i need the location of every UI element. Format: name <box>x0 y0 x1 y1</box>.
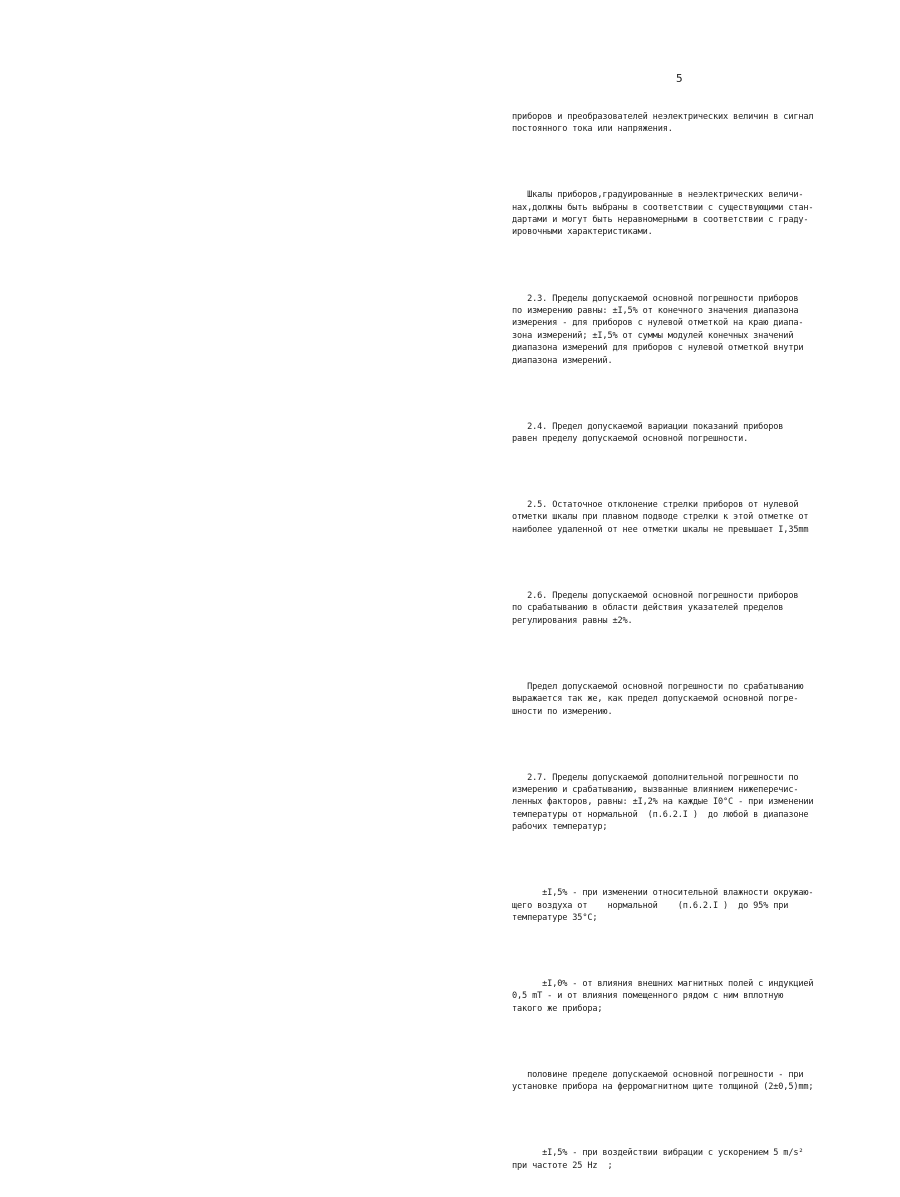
paragraph-2-5: 2.5. Остаточное отклонение стрелки приборов от нулевой отметки шкалы при плавном подводе стрелки к этой отметке от наиболее удаленной от нее отметки шкалы не превышает I,35mm <box>512 500 809 535</box>
paragraph-scales: Шкалы приборов,градуированные в неэлектрических величи- нах,должны быть выбраны в соответствии с существующими стан- дартами и могут быть неравномерными в соответствии с граду- ировочными характеристиками. <box>512 190 814 238</box>
paragraph-response-error: Предел допускаемой основной погрешности по срабатыванию выражается так же, как предел допускаемой основной погре- шности по измерению. <box>512 681 804 717</box>
paragraph-magnetic: ±I,0% - от влияния внешних магнитных полей с индукцией 0,5 mT - и от влияния помещенного рядом с ним вплотную такого же прибора; <box>512 979 814 1014</box>
page-number: 5 <box>676 72 683 85</box>
paragraph-2-7: 2.7. Пределы допускаемой дополнительной погрешности по измерению и срабатыванию, вызванные влиянием нижеперечис- ленных факторов, равны: ±I,2% на каждые I0°C - при изменении температуры от нормальной (п.6.2.I ) до любой в диапазоне рабочих температур; <box>512 772 814 833</box>
paragraph-ferromagnetic: половине пределе допускаемой основной погрешности - при установке прибора на ферромагнитном щите толщиной (2±0,5)mm; <box>512 1069 814 1093</box>
paragraph-2-3: 2.3. Пределы допускаемой основной погрешности приборов по измерению равны: ±I,5% от конечного значения диапазона измерения - для приборов с нулевой отметкой на краю диапа- зона измерений; ±I,5% от суммы модулей конечных значений диапазона измерений для приборов с нулевой отметкой внутри диапазона измерений. <box>512 293 804 366</box>
paragraph-humidity: ±I,5% - при изменении относительной влажности окружаю- щего воздуха от нормальной (п.6.2.I ) до 95% при температуре 35°C; <box>512 888 814 923</box>
paragraph-2-6: 2.6. Пределы допускаемой основной погрешности приборов по срабатыванию в области действия указателей пределов регулирования равны ±2%. <box>512 590 799 626</box>
body-text <box>512 86 842 1197</box>
paragraph-2-4: 2.4. Предел допускаемой вариации показаний приборов равен пределу допускаемой основной погрешности. <box>512 421 784 444</box>
paragraph-vibration: ±I,5% - при воздействии вибрации с ускорением 5 m/s² при частоте 25 Hz ; <box>512 1148 804 1171</box>
paragraph-intro-continuation: приборов и преобразователей неэлектрических величин в сигнал постоянного тока или напряжения. <box>512 111 814 135</box>
